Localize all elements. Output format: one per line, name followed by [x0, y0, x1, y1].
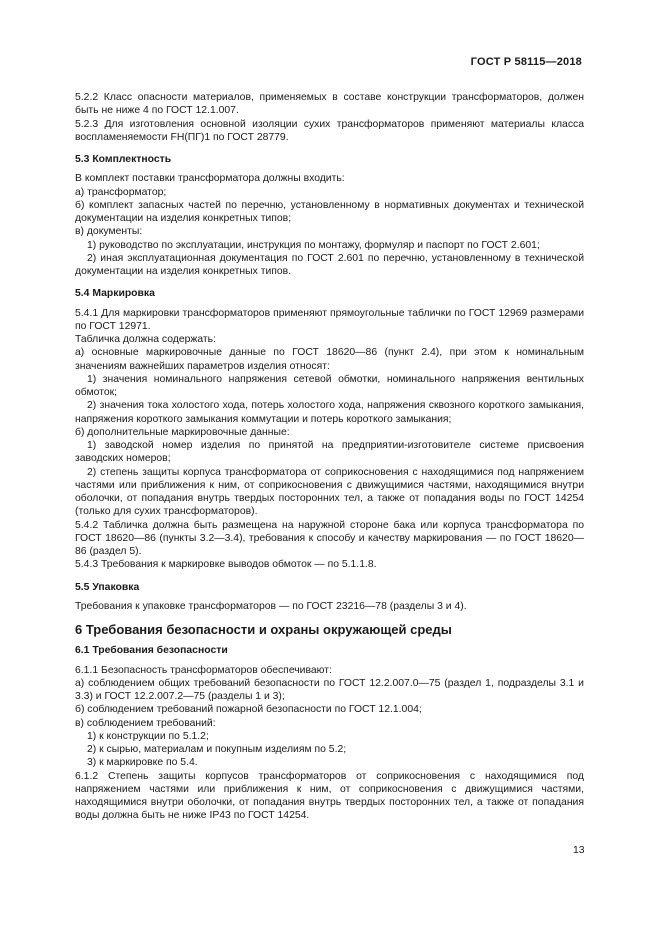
list-item: а) соблюдением общих требований безопасности по ГОСТ 12.2.007.0—75 (раздел 1, подразделы 3.1 и 3.3) и ГОСТ 12.2.007.2—75 (разделы 1 и 3);: [75, 677, 584, 702]
list-item: 1) значения номинального напряжения сетевой обмотки, номинального напряжения вентильных обмоток;: [75, 373, 584, 398]
section-5-5-title: 5.5 Упаковка: [75, 581, 140, 593]
section-6-title: 6 Требования безопасности и охраны окружающей среды: [75, 622, 452, 637]
list-item: 2) значения тока холостого хода, потерь холостого хода, напряжения сквозного короткого замыкания, напряжения короткого замыкания коммутации и потерь короткого замыкания;: [75, 400, 584, 425]
list-item: 2) к сырью, материалам и покупным изделиям по 5.2;: [87, 744, 347, 755]
list-item: 3) к маркировке по 5.4.: [87, 757, 198, 769]
section-5-4-title: 5.4 Маркировка: [75, 288, 155, 300]
document-header-id: ГОСТ Р 58115—2018: [470, 56, 582, 68]
section-5-3-title: 5.3 Комплектность: [75, 154, 172, 165]
list-item: а) трансформатор;: [75, 186, 167, 198]
clause-6-1-2: 6.1.2 Степень защиты корпусов трансформаторов от соприкосновения с находящимися под напряжением частями или приближения к ним, от соприкосновения с движущимися частями, находящимися внутри оболочки, от попадания внутрь твердых посторонних тел, а также от попадания воды должна быть не ниже IP43 по ГОСТ 14254.: [75, 770, 584, 822]
clause-5-4-2: 5.4.2 Табличка должна быть размещена на наружной стороне бака или корпуса трансформатора по ГОСТ 18620—86 (пункты 3.2—3.4), требования к способу и качеству маркирования — по ГОСТ 18620—86 (раздел 5).: [75, 519, 584, 557]
clause-5-2-3: 5.2.3 Для изготовления основной изоляции сухих трансформаторов применяют материалы класса воспламеняемости FH(ПГ)1 по ГОСТ 28779.: [75, 118, 584, 143]
clause-6-1-1: 6.1.1 Безопасность трансформаторов обеспечивают:: [75, 664, 332, 676]
paragraph: В комплект поставки трансформатора должны входить:: [75, 173, 345, 185]
list-item: 2) иная эксплуатационная документация по ГОСТ 2.601 по перечню, установленному в технической документации на изделия конкретных типов.: [75, 252, 584, 277]
list-item: в) документы:: [75, 226, 143, 238]
clause-5-4-3: 5.4.3 Требования к маркировке выводов обмоток — по 5.1.1.8.: [75, 559, 377, 571]
clause-5-2-2: 5.2.2 Класс опасности материалов, применяемых в составе конструкции трансформаторов, должен быть не ниже 4 по ГОСТ 12.1.007.: [75, 92, 584, 117]
clause-5-4-1: 5.4.1 Для маркировки трансформаторов применяют прямоугольные таблички по ГОСТ 12969 размерами по ГОСТ 12971.: [75, 307, 584, 332]
list-item: 1) к конструкции по 5.1.2;: [87, 730, 209, 742]
list-item: б) соблюдением требований пожарной безопасности по ГОСТ 12.1.004;: [75, 704, 422, 716]
list-item: б) дополнительные маркировочные данные:: [75, 426, 290, 438]
list-item: 1) руководство по эксплуатации, инструкция по монтажу, формуляр и паспорт по ГОСТ 2.601;: [87, 239, 540, 251]
section-6-1-title: 6.1 Требования безопасности: [75, 645, 228, 657]
page-number: 13: [573, 845, 585, 856]
paragraph: Табличка должна содержать:: [75, 334, 216, 345]
list-item: б) комплект запасных частей по перечню, установленному в нормативных документах и технической документации на изделия конкретных типов;: [75, 199, 584, 224]
paragraph: Требования к упаковке трансформаторов — по ГОСТ 23216—78 (разделы 3 и 4).: [75, 600, 467, 612]
list-item: а) основные маркировочные данные по ГОСТ 18620—86 (пункт 2.4), при этом к номинальным значениям важнейших параметров изделия относят:: [75, 347, 584, 372]
list-item: 2) степень защиты корпуса трансформатора от соприкосновения с находящимися под напряжением частями или приближения к ним, от соприкосновения с движущимися частями, находящимися внутри оболочки, от попадания внутрь твердых посторонних тел, а также от попадания воды по ГОСТ 14254 (только для сухих трансформаторов).: [75, 466, 584, 518]
list-item: 1) заводской номер изделия по принятой на предприятии-изготовителе системе присвоения заводских номеров;: [75, 440, 584, 465]
list-item: в) соблюдением требований:: [75, 717, 216, 729]
page-body: [75, 91, 584, 823]
